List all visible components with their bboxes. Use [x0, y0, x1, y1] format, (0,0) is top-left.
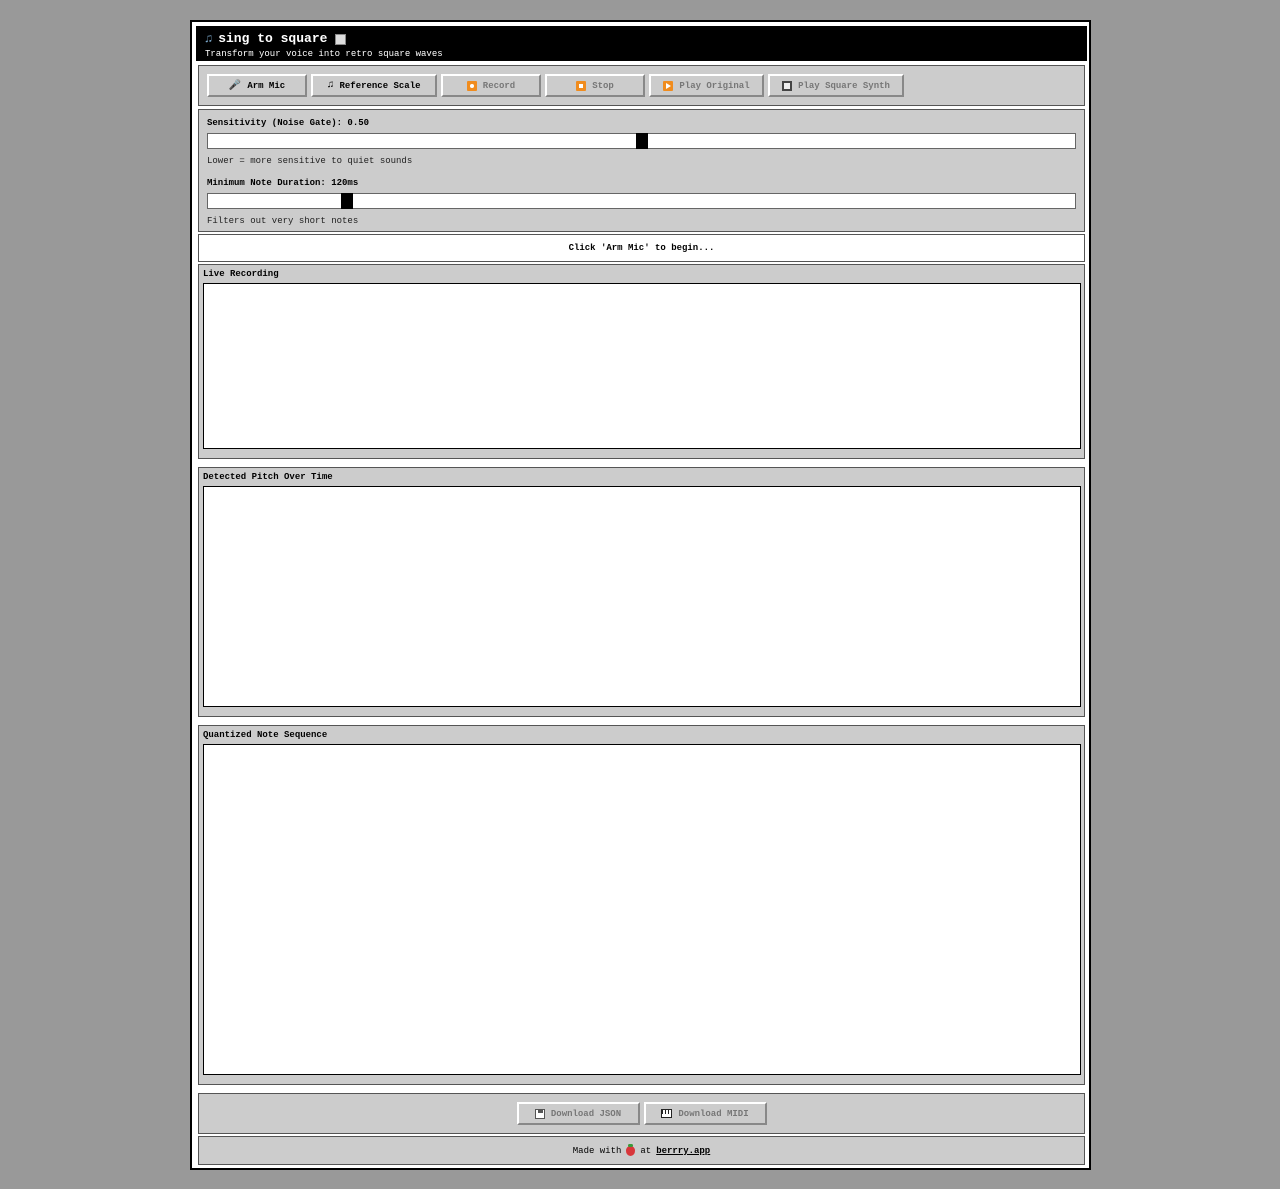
record-icon: [467, 81, 477, 91]
sensitivity-help: Lower = more sensitive to quiet sounds: [207, 156, 413, 166]
arm-mic-button[interactable]: 🎤 Arm Mic: [207, 74, 307, 97]
app-header: [196, 26, 1087, 61]
download-toolbar: [198, 1093, 1085, 1134]
pitch-title: Detected Pitch Over Time: [203, 472, 333, 482]
min-duration-help: Filters out very short notes: [207, 216, 359, 226]
settings-panel: [198, 109, 1085, 232]
app-title: [205, 31, 1078, 47]
pitch-panel: [198, 467, 1085, 717]
controls-toolbar: [198, 65, 1085, 106]
app-frame: [190, 20, 1091, 1170]
record-button[interactable]: Record: [441, 74, 541, 97]
sensitivity-slider-thumb[interactable]: [636, 133, 648, 149]
app-title-text: sing to square: [218, 31, 328, 46]
reference-scale-button[interactable]: ♫ Reference Scale: [311, 74, 437, 97]
white-square-icon: [335, 34, 346, 45]
download-json-button[interactable]: Download JSON: [517, 1102, 640, 1125]
strawberry-icon: [626, 1146, 635, 1156]
berrry-app-link[interactable]: berrry.app: [656, 1145, 711, 1156]
square-icon: [782, 81, 792, 91]
min-duration-slider-thumb[interactable]: [341, 193, 353, 209]
footer-middle: at: [640, 1145, 652, 1156]
pitch-canvas: [203, 486, 1081, 707]
min-duration-label: Minimum Note Duration: 120ms: [207, 178, 359, 188]
live-recording-panel: [198, 264, 1085, 459]
footer-prefix: Made with: [572, 1145, 622, 1156]
play-icon: [663, 81, 673, 91]
min-duration-slider[interactable]: [207, 193, 1076, 209]
musical-note-icon: ♫: [205, 32, 213, 46]
status-message: Click 'Arm Mic' to begin...: [198, 234, 1085, 262]
musical-note-icon: ♫: [327, 80, 334, 91]
sensitivity-slider[interactable]: [207, 133, 1076, 149]
quantized-panel: [198, 725, 1085, 1085]
microphone-icon: 🎤: [228, 80, 242, 92]
sensitivity-setting: [207, 117, 1076, 167]
stop-button[interactable]: Stop: [545, 74, 645, 97]
footer: [198, 1136, 1085, 1165]
stop-icon: [576, 81, 586, 91]
quantized-title: Quantized Note Sequence: [203, 730, 328, 740]
play-square-synth-button[interactable]: Play Square Synth: [768, 74, 904, 97]
quantized-canvas: [203, 744, 1081, 1075]
download-midi-button[interactable]: Download MIDI: [644, 1102, 767, 1125]
piano-keys-icon: [661, 1109, 672, 1118]
floppy-disk-icon: [535, 1109, 545, 1119]
live-recording-canvas: [203, 283, 1081, 449]
min-duration-setting: [207, 177, 1076, 227]
sensitivity-label: Sensitivity (Noise Gate): 0.50: [207, 118, 370, 128]
play-original-button[interactable]: Play Original: [649, 74, 764, 97]
live-recording-title: Live Recording: [203, 269, 279, 279]
app-subtitle: Transform your voice into retro square waves: [205, 49, 443, 59]
